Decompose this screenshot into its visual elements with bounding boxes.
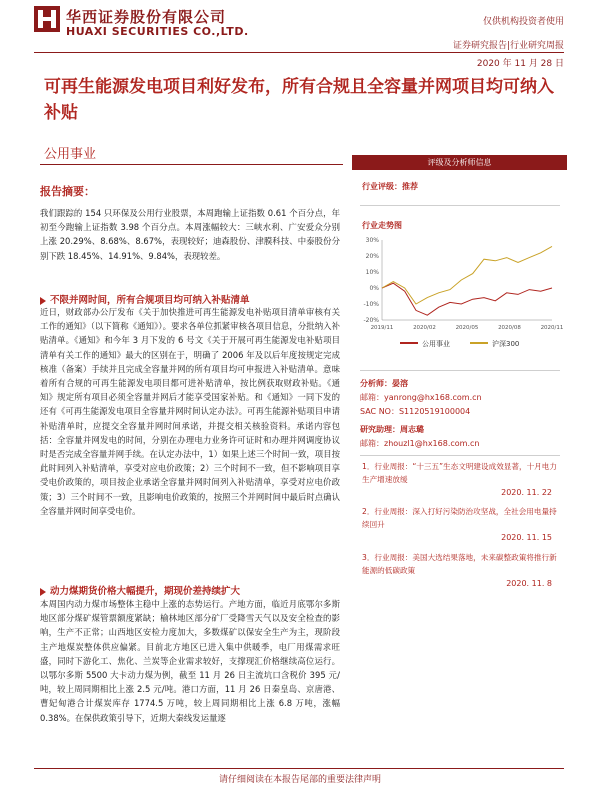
related-report-date: 2020. 11. 15 <box>501 533 552 542</box>
rating-analyst-header: 评级及分析师信息 <box>352 155 567 170</box>
report-type: 证券研究报告|行业研究周报 <box>452 41 564 51</box>
analyst-email: 邮箱：yanrong@hx168.com.cn <box>360 393 482 402</box>
summary-heading: 报告摘要： <box>40 185 95 198</box>
section-body-2: 本周国内动力煤市场整体主稳中上涨的态势运行。产地方面，临近月底鄂尔多斯地区部分煤矿煤管票额度紧缺；榆林地区部分矿厂受降雪天气以及安全检查的影响，生产不正常；山西地区安检力度加大，多数煤矿以保安全生产为主，现阶段主产地煤炭整体供应偏紧。目前北方地区已进入集中供暖季，电厂用煤需求旺盛，同时下游化工、焦化、兰炭等企业需求较好，支撑现汇价格继续高位运行。以鄂尔多斯 5500 大卡动力煤为例，截至 11 月 26 日主流坑口含税价 395 元/吨，较上周同期相比上涨 2.5 元/吨。港口方面，11 月 26 日秦皇岛、京唐港、曹妃甸港合计煤炭库存 1774.5 万吨，较上周同期相比上涨 6.8 万吨，涨幅 0.38%。在保供政策引导下，近期大秦线发运量逐 <box>40 599 340 723</box>
related-report[interactable]: 3．行业周报：美国大选结果落地，未来碳整政策将推行新能源的低碳政策 <box>362 553 557 575</box>
series-line-utility <box>382 283 552 315</box>
bullet-triangle-icon <box>40 588 46 596</box>
y-tick-label: -10% <box>363 301 379 308</box>
industry-trend-chart <box>352 232 567 362</box>
analyst-name: 晏溶 <box>392 379 408 388</box>
analyst-sac: SAC NO：S1120519100004 <box>360 407 471 416</box>
legend-label-utility: 公用事业 <box>422 340 450 348</box>
x-tick-label: 2020/05 <box>455 325 479 331</box>
y-tick-label: 10% <box>365 269 379 276</box>
analyst: 分析师：晏溶 <box>360 379 408 388</box>
summary-intro: 我们跟踪的 154 只环保及公用行业股票，本周跑输上证指数 0.61 个百分点，年初至今跑输上证指数 3.98 个百分点。本周涨幅较大：三峡水利、广安爱众分别上涨 20.29%、8.68%、8.67%，表现较好；迪森股份、津膜科技、中泰股份分别下跌 18.45%、14.91%、9.84%，表现较差。 <box>40 208 340 261</box>
sidebar-divider <box>360 205 560 206</box>
report-date: 2020 年 11 月 28 日 <box>476 59 564 69</box>
industry-rating: 行业评级：推荐 <box>362 182 418 191</box>
chart-title: 行业走势图 <box>362 221 402 230</box>
related-report[interactable]: 1．行业周报：“十三五”生态文明建设成效显著，十月电力生产增速放缓 <box>362 462 557 484</box>
industry-name: 公用事业 <box>44 147 97 162</box>
x-tick-label: 2020/08 <box>498 325 521 331</box>
legend-label-hs300: 沪深300 <box>492 340 520 348</box>
y-tick-label: 30% <box>365 237 379 244</box>
company-logo <box>34 6 60 32</box>
header-divider <box>34 52 564 53</box>
sidebar-divider <box>360 370 560 371</box>
x-tick-label: 2020/11 <box>540 325 564 331</box>
assistant-email: 邮箱：zhouzl1@hx168.com.cn <box>360 439 480 448</box>
investor-notice: 仅供机构投资者使用 <box>482 17 564 27</box>
sidebar-divider <box>360 455 560 456</box>
section-heading-2: 动力煤期货价格大幅提升，期现价差持续扩大 <box>40 583 345 597</box>
y-tick-label: 20% <box>365 253 379 260</box>
research-assistant: 研究助理：周志璐 <box>360 425 424 434</box>
company-name-cn: 华西证券股份有限公司 <box>66 8 227 26</box>
bullet-triangle-icon <box>40 297 46 305</box>
assistant-name: 周志璐 <box>400 425 424 434</box>
report-title: 可再生能源发电项目利好发布，所有合规且全容量并网项目均可纳入补贴 <box>44 77 554 123</box>
company-name-en: HUAXI SECURITIES CO.,LTD. <box>66 25 249 38</box>
y-tick-label: 0% <box>369 285 379 292</box>
footer-divider <box>34 768 564 769</box>
x-tick-label: 2020/02 <box>413 325 436 331</box>
related-report-date: 2020. 11. 22 <box>501 488 552 497</box>
x-tick-label: 2019/11 <box>370 325 394 331</box>
industry-divider <box>40 164 343 165</box>
section-body-1: 近日，财政部办公厅发布《关于加快推进可再生能源发电补贴项目清单审核有关工作的通知》（以下简称《通知》）。要求各单位抓紧审核各项目信息，分批纳入补贴清单。《通知》和今年 3 月下发的 6 号文《关于开展可再生能源发电补贴项目清单有关工作的通知》最大的区别在于，明确了 2006 年及以后年度按规定完成核准（备案）手续并且完成全容量并网的所有项目均可申报进入补贴清单。意味着所有合规的可再生能源发电项目都可进补贴清单，按比例获取财政补贴。《通知》规定所有项目必须全容量并网后才能享受国家补贴。和《通知》一同下发的还有《可再生能源发电项目全容量并网时间认定办法》。可再生能源补贴项目申请补贴清单时，应提交全容量并网时间承诺，并提交相关核验资料。承诺内容包括：全容量并网发电的时间，分别在办理电力业务许可证时和办理并网调度协议时是否完成全容量并网手续。在认定办法中，1）如果上述三个时间一致，项目按此时间列入补贴清单，享受对应电价政策；2）三个时间不一致，但不影响项目享受电价政策的，项目按企业承诺全容量并网时间列入补贴清单，享受对应电价政策；3）三个时间不一致，且影响电价政策的，按照三个并网时间中最后时点确认全容量并网时间享受电价。 <box>40 307 340 516</box>
y-tick-label: -20% <box>363 317 379 324</box>
legal-notice[interactable]: 请仔细阅读在本报告尾部的重要法律声明 <box>218 775 381 785</box>
related-report[interactable]: 2．行业周报：深入打好污染防治攻坚战，全社会用电量持续回升 <box>362 507 557 529</box>
related-report-date: 2020. 11. 8 <box>506 579 552 588</box>
section-heading-1: 不限并网时间，所有合规项目均可纳入补贴清单 <box>40 292 345 306</box>
